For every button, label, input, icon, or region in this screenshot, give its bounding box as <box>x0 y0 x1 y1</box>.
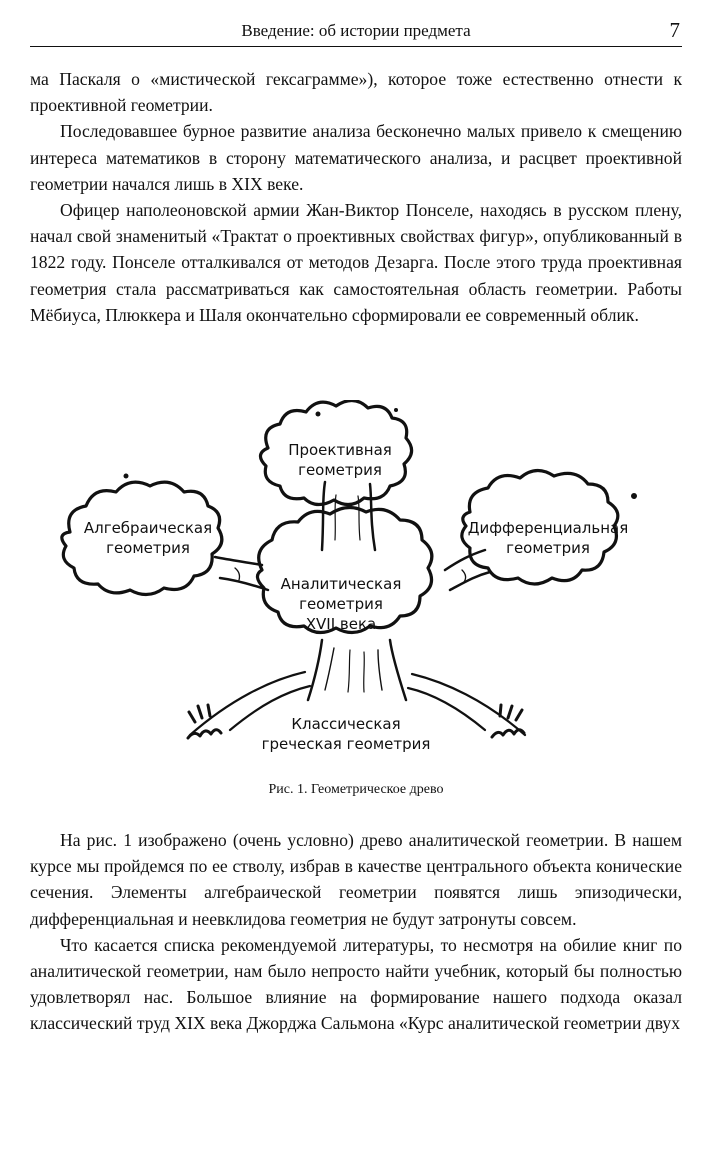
running-title: Введение: об истории предмета <box>241 21 471 40</box>
label-analytic-geometry: Аналитическая геометрия XVII века <box>280 575 402 633</box>
page-number: 7 <box>669 18 680 42</box>
text-block-top <box>30 66 682 328</box>
paragraph: Офицер наполеоновской армии Жан-Виктор Понселе, находясь в русском плену, начал свой знаменитый «Трактат о проективных свойствах фигур», опубликованный в 1822 году. Понселе отталкивался от методов Дезарга. После этого труда проективная геометрия стала рассматриваться как самостоятельная область геометрии. Работы Мёбиуса, Плюккера и Шаля окончательно сформировали ее современный облик. <box>30 200 682 325</box>
paragraph: ма Паскаля о «мистической гексаграмме»), которое тоже естественно отнести к проективной геометрии. <box>30 69 682 116</box>
label-classical-greek-geometry: Классическая греческая геометрия <box>261 715 431 753</box>
figure-caption: Рис. 1. Геометрическое древо <box>268 782 444 797</box>
geometric-tree-figure <box>30 400 682 770</box>
label-algebraic-geometry: Алгебраическая геометрия <box>83 519 213 557</box>
paragraph: Что касается списка рекомендуемой литературы, то несмотря на обилие книг по аналитической геометрии, нам было непросто найти учебник, который бы полностью удовлетворял нас. Большое влияние на формирование нашего подхода оказал классический труд XIX века Джорджа Сальмона «Курс аналитической геометрии двух <box>30 934 682 1034</box>
label-differential-geometry: Дифференциальная геометрия <box>467 519 629 557</box>
paragraph: На рис. 1 изображено (очень условно) древо аналитической геометрии. В нашем курсе мы пройдемся по ее стволу, избрав в качестве центрального объекта конические сечения. Элементы алгебраической геометрии появятся лишь эпизодически, дифференциальная и неевклидова геометрия не будут затронуты совсем. <box>30 830 682 929</box>
trunk <box>308 640 406 700</box>
label-projective-geometry: Проективная геометрия <box>288 441 392 479</box>
upper-trunk <box>322 482 375 550</box>
running-head <box>30 16 682 47</box>
paragraph: Последовавшее бурное развитие анализа бесконечно малых привело к смещению интереса математиков в сторону математического анализа, и расцвет проективной геометрии начался лишь в XIX веке. <box>30 121 682 194</box>
text-block-bottom <box>30 827 682 1037</box>
